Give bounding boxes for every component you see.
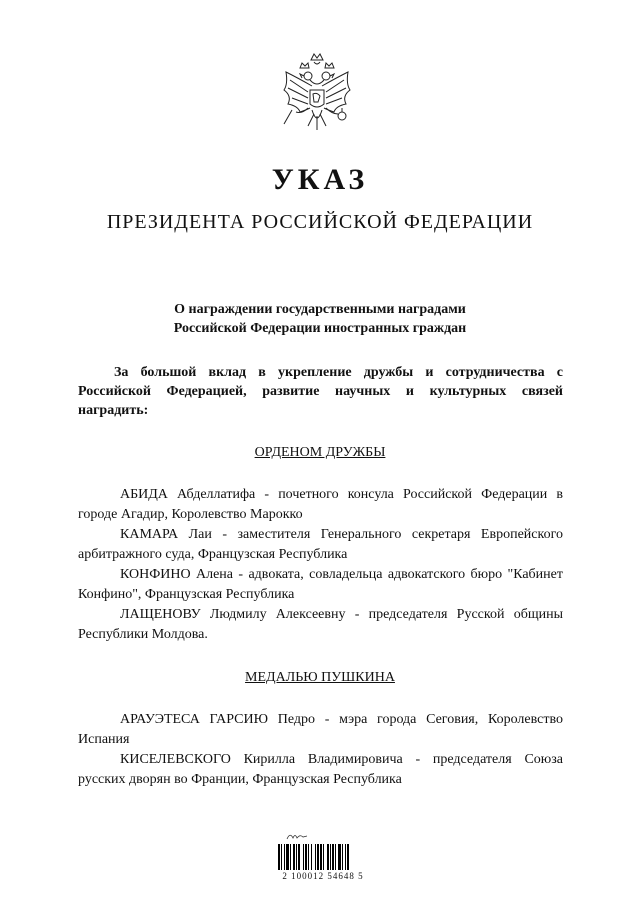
pushkin-medal-list: [78, 710, 563, 790]
list-item: АРАУЭТЕСА ГАРСИЮ Педро - мэра города Сеговия, Королевство Испания: [78, 712, 563, 747]
list-item: АБИДА Абделлатифа - почетного консула Российской Федерации в городе Агадир, Королевство Марокко: [78, 487, 563, 522]
order-of-friendship-list: [78, 485, 563, 645]
list-item: ЛАЩЕНОВУ Людмилу Алексеевну - председателя Русской общины Республики Молдова.: [78, 607, 563, 642]
barcode: [268, 830, 378, 880]
section-heading-pushkin-medal: МЕДАЛЬЮ ПУШКИНА: [245, 670, 395, 685]
decree-title-line-1: О награждении государственными наградами: [174, 302, 466, 317]
page-title: УКАЗ: [271, 163, 369, 196]
section-heading-order-of-friendship: ОРДЕНОМ ДРУЖБЫ: [254, 445, 386, 460]
preamble: [78, 363, 563, 420]
list-item: КАМАРА Лаи - заместителя Генерального секретаря Европейского арбитражного суда, Французская Республика: [78, 527, 563, 562]
decree-title: [0, 300, 640, 338]
coat-of-arms-icon: [278, 52, 356, 144]
issuer-subtitle: ПРЕЗИДЕНТА РОССИЙСКОЙ ФЕДЕРАЦИИ: [106, 211, 534, 233]
decree-title-line-2: Российской Федерации иностранных граждан: [173, 321, 467, 336]
barcode-number: 2 100012 54648 5: [282, 871, 364, 881]
preamble-text: За большой вклад в укрепление дружбы и сотрудничества с Российской Федерацией, развитие научных и культурных связей наградить:: [78, 365, 563, 418]
barcode-bars: [278, 844, 368, 870]
list-item: КОНФИНО Алена - адвоката, совладельца адвокатского бюро "Кабинет Конфино", Французская Республика: [78, 567, 563, 602]
barcode-stripe: [349, 844, 350, 870]
list-item: КИСЕЛЕВСКОГО Кирилла Владимировича - председателя Союза русских дворян во Франции, Французская Республика: [78, 752, 563, 787]
handwritten-mark-icon: [286, 830, 308, 842]
